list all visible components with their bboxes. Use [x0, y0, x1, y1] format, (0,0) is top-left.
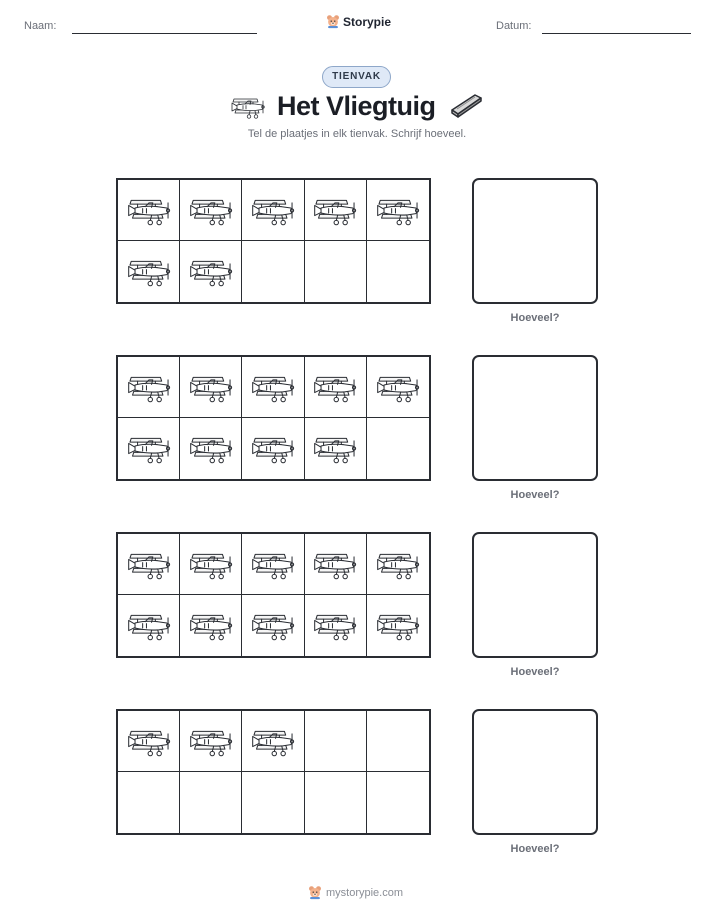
airplane-icon	[250, 194, 296, 227]
plank-icon	[449, 92, 483, 118]
airplane-icon	[126, 548, 172, 581]
answer-label: Hoeveel?	[510, 312, 560, 324]
ten-frame-cell	[367, 595, 429, 656]
ten-frame-cell	[305, 241, 367, 302]
ten-frame-cell	[118, 595, 180, 656]
airplane-icon	[126, 725, 172, 758]
ten-frame-cell	[367, 418, 429, 479]
airplane-icon	[312, 432, 358, 465]
ten-frame	[116, 532, 431, 658]
ten-frame-cell	[118, 180, 180, 241]
airplane-icon	[188, 725, 234, 758]
answer-box[interactable]	[472, 709, 598, 835]
airplane-icon	[375, 609, 421, 642]
airplane-icon	[312, 609, 358, 642]
answer-box[interactable]	[472, 532, 598, 658]
airplane-icon	[126, 194, 172, 227]
ten-frame-cell	[118, 357, 180, 418]
bear-face-icon	[326, 13, 340, 30]
footer	[308, 885, 403, 900]
name-line[interactable]	[72, 33, 257, 34]
brand-name: Storypie	[343, 14, 392, 29]
footer-url: mystorypie.com	[326, 886, 404, 899]
name-label: Naam:	[24, 20, 57, 32]
airplane-icon	[188, 255, 234, 288]
airplane-icon	[250, 371, 296, 404]
airplane-icon	[375, 371, 421, 404]
ten-frame-cell	[180, 595, 242, 656]
ten-frame-cell	[118, 711, 180, 772]
airplane-icon	[250, 609, 296, 642]
airplane-icon	[188, 548, 234, 581]
brand-logo	[326, 13, 391, 30]
ten-frame-cell	[242, 241, 304, 302]
ten-frame-cell	[242, 418, 304, 479]
ten-frame-cell	[180, 418, 242, 479]
ten-frame-cell	[305, 595, 367, 656]
ten-frame-cell	[118, 772, 180, 833]
ten-frame-cell	[367, 772, 429, 833]
ten-frame-cell	[118, 534, 180, 595]
ten-frame-cell	[242, 534, 304, 595]
answer-label: Hoeveel?	[510, 843, 560, 855]
airplane-icon	[375, 548, 421, 581]
answer-label: Hoeveel?	[510, 666, 560, 678]
ten-frame-cell	[180, 772, 242, 833]
ten-frame-cell	[305, 534, 367, 595]
airplane-icon	[250, 725, 296, 758]
airplane-icon	[126, 371, 172, 404]
ten-frame-cell	[118, 418, 180, 479]
airplane-icon	[250, 432, 296, 465]
date-line[interactable]	[542, 33, 691, 34]
ten-frame-cell	[367, 180, 429, 241]
ten-frame-cell	[180, 711, 242, 772]
airplane-icon	[312, 194, 358, 227]
ten-frame-cell	[305, 418, 367, 479]
airplane-icon	[126, 255, 172, 288]
airplane-icon	[312, 548, 358, 581]
ten-frame-cell	[242, 711, 304, 772]
instructions: Tel de plaatjes in elk tienvak. Schrijf hoeveel.	[247, 128, 467, 140]
ten-frame-cell	[242, 180, 304, 241]
ten-frame-cell	[367, 711, 429, 772]
airplane-icon	[312, 371, 358, 404]
airplane-icon	[188, 194, 234, 227]
answer-box[interactable]	[472, 355, 598, 481]
ten-frame-cell	[242, 357, 304, 418]
ten-frame	[116, 355, 431, 481]
airplane-icon	[230, 94, 266, 120]
ten-frame-cell	[305, 711, 367, 772]
ten-frame	[116, 709, 431, 835]
ten-frame-cell	[180, 357, 242, 418]
ten-frame-cell	[367, 241, 429, 302]
ten-frame	[116, 178, 431, 304]
ten-frame-cell	[305, 357, 367, 418]
ten-frame-cell	[180, 241, 242, 302]
ten-frame-cell	[180, 180, 242, 241]
answer-label: Hoeveel?	[510, 489, 560, 501]
category-badge: TIENVAK	[322, 66, 391, 88]
airplane-icon	[188, 432, 234, 465]
bear-face-icon	[308, 885, 322, 900]
page-title: Het Vliegtuig	[277, 91, 436, 121]
answer-box[interactable]	[472, 178, 598, 304]
ten-frame-cell	[305, 180, 367, 241]
ten-frame-cell	[118, 241, 180, 302]
airplane-icon	[126, 609, 172, 642]
date-label: Datum:	[496, 20, 532, 32]
ten-frame-cell	[242, 772, 304, 833]
ten-frame-cell	[242, 595, 304, 656]
ten-frame-cell	[367, 534, 429, 595]
airplane-icon	[188, 371, 234, 404]
airplane-icon	[126, 432, 172, 465]
ten-frame-cell	[305, 772, 367, 833]
airplane-icon	[250, 548, 296, 581]
airplane-icon	[188, 609, 234, 642]
ten-frame-cell	[367, 357, 429, 418]
airplane-icon	[375, 194, 421, 227]
ten-frame-cell	[180, 534, 242, 595]
